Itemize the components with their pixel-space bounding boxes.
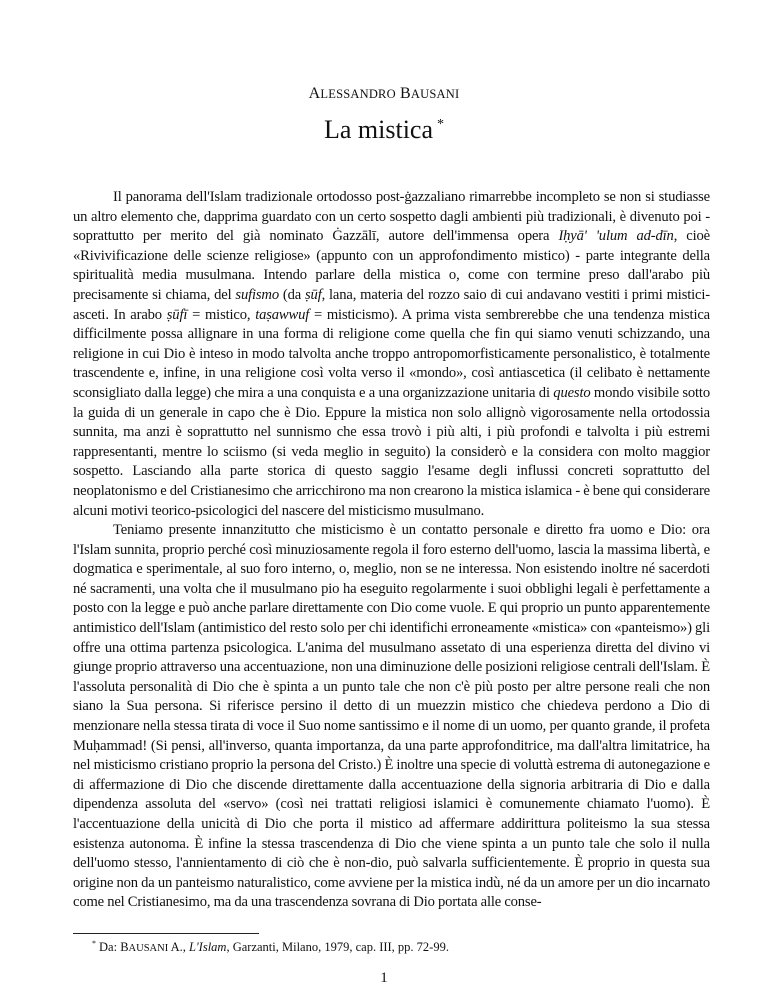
author-last-initial: B <box>400 85 411 102</box>
text-run: = mistico, <box>187 306 256 323</box>
text-run: = misticismo). A prima vista sembrerebbe che una tendenza mistica difficilmente possa allignare in una forma di religione come quella che fin qui siamo venuti schizzando, una religione in cui Dio è inteso in modo talvolta anche troppo antropomorfisticamente personalistico, è totalmente trascendente e, infine, in una religione così volta verso il «mondo», così antiascetica (il celibato è nettamente sconsigliato dalla legge) che mira a una conquista e a una organizzazione unitaria di <box>73 306 711 401</box>
text-run: , lana, materia del rozzo saio di cui andavano vestiti i primi mistici-asceti. In arabo <box>73 286 710 323</box>
title-text: La mistica <box>323 115 433 144</box>
footnote-rest: , Garzanti, Milano, 1979, cap. III, pp. 72-99. <box>226 939 449 954</box>
text-run: mondo visibile sotto la guida di un generale in capo che è Dio. Eppure la mistica non solo allignò vigorosamente nella ortodossia sunnita, ma anzi è soprattutto nel sunnismo che essa trovò i più alti, i più profondi e talvolta i più estremi rappresentanti, mentre lo sciismo (si veda meglio in seguito) la considerò e la considera con molto maggior sospetto. Lasciando alla parte storica di questo saggio l'esame degli influssi concreti soprattutto del neoplatonismo e del Cristianesimo che arricchirono ma non crearono la mistica islamica - è bene qui considerare alcuni motivi teorico-psicologici del nascere del misticismo musulmano. <box>73 384 710 519</box>
footnote-work-title: L'Islam <box>189 939 227 954</box>
italic-term: sufismo <box>235 286 279 303</box>
italic-term: taṣawwuf <box>255 306 310 323</box>
author-last-rest: AUSANI <box>410 87 460 101</box>
author-name <box>0 84 768 104</box>
paragraph <box>73 521 710 913</box>
footnote-prefix: Da: <box>99 939 121 954</box>
text-run: (da <box>278 286 306 303</box>
footnote-mark: * <box>92 938 96 948</box>
footnote-separator <box>73 933 259 934</box>
author-first-rest: LESSANDRO <box>320 87 396 101</box>
text-run: Teniamo presente innanzitutto che misticismo è un contatto personale e diretto fra uomo e Dio: ora l'Islam sunnita, proprio perché così minuziosamente regola il foro esterno dell'uomo, lascia la massima libertà, e dogmatica e sperimentale, al suo foro interno, o, meglio, non se ne interessa. Non esistendo inoltre né sacerdoti né sacramenti, una volta che il musulmano pio ha eseguito regolarmente i suoi obblighi legali è perfettamente a posto con la legge e può anche parlare direttamente con Dio come vuole. E qui proprio un punto apparentemente antimistico dell'Islam (antimistico del resto solo per chi identifichi erroneamente «mistica» con «panteismo») gli offre una ottima partenza psicologica. L'anima del musulmano assetato di una esperienza diretta del divino vi giunge proprio attraverso una accentuazione, non una diminuzione delle posizioni religiose centrali dell'Islam. È l'assoluta personalità di Dio che è spinta a un punto tale che non c'è più posto per altre persone reali che non siano la Sua persona. Si riferisce persino il detto di un muezzin mistico che chiedeva perdono a Dio di menzionare nella stessa tirata di voce il Suo nome santissimo e il nome di un uomo, per quanto grande, il profeta Muḥammad! (Si pensi, all'inverso, quanta importanza, da una parte approfonditrice, ma dall'altra limitatrice, ha nel misticismo cristiano proprio la persona del Cristo.) È inoltre una specie di voluttà estrema di autonegazione e di affermazione di Dio che discende direttamente dalla accentuazione della signoria arbitraria di Dio e dalla dipendenza assoluta del «servo» (così nei trattati religiosi islamici è comunemente chiamato l'uomo). È l'accentuazione della unicità di Dio che porta il mistico ad affermare addirittura politeismo la sua stessa esistenza autonoma. È infine la stessa trascendenza di Dio che viene spinta a un punto tale che solo il nulla dell'uomo stesso, l'annientamento di ciò che è non-dio, può salvarla sufficientemente. È proprio in questa sua origine non da un panteismo naturalistico, come avviene per la mistica indù, né da un amore per un dio incarnato come nel Cristianesimo, ma da una trascendenza sovrana di Dio portata alle conse- <box>73 522 710 911</box>
footnote-author-rest: AUSANI <box>128 942 169 954</box>
author-first-initial: A <box>308 85 321 102</box>
italic-term: ṣūf <box>305 286 322 303</box>
footnote-author-suffix: A., <box>168 939 190 954</box>
footnote-author-initial: B <box>120 939 129 954</box>
page-number: 1 <box>380 969 388 986</box>
text-run: , cioè «Rivivificazione delle scienze religiose» (appunto con un approfondimento mistico) - parte integrante della spiritualità media musulmana. Intendo parlare della mistica o, come con termine preso dall'arabo più precisamente si chiama, del <box>73 228 711 303</box>
title-footnote-mark[interactable]: * <box>437 117 444 133</box>
text-run: Il panorama dell'Islam tradizionale ortodosso post-ġazzaliano rimarrebbe incompleto se non si studiasse un altro elemento che, dapprima guardato con un certo sospetto dagli ambienti più tradizionali, è divenuto poi - soprattutto per merito del già nominato Ġazzālī, autore dell'immensa opera <box>73 189 710 245</box>
italic-term: ṣūfī <box>166 306 188 323</box>
italic-term: questo <box>553 384 591 401</box>
italic-term: Iḥyā' 'ulum ad-dīn <box>558 228 674 245</box>
paragraph <box>73 188 710 521</box>
footnote <box>92 938 768 958</box>
body-text <box>73 188 710 913</box>
page-title <box>0 114 768 146</box>
